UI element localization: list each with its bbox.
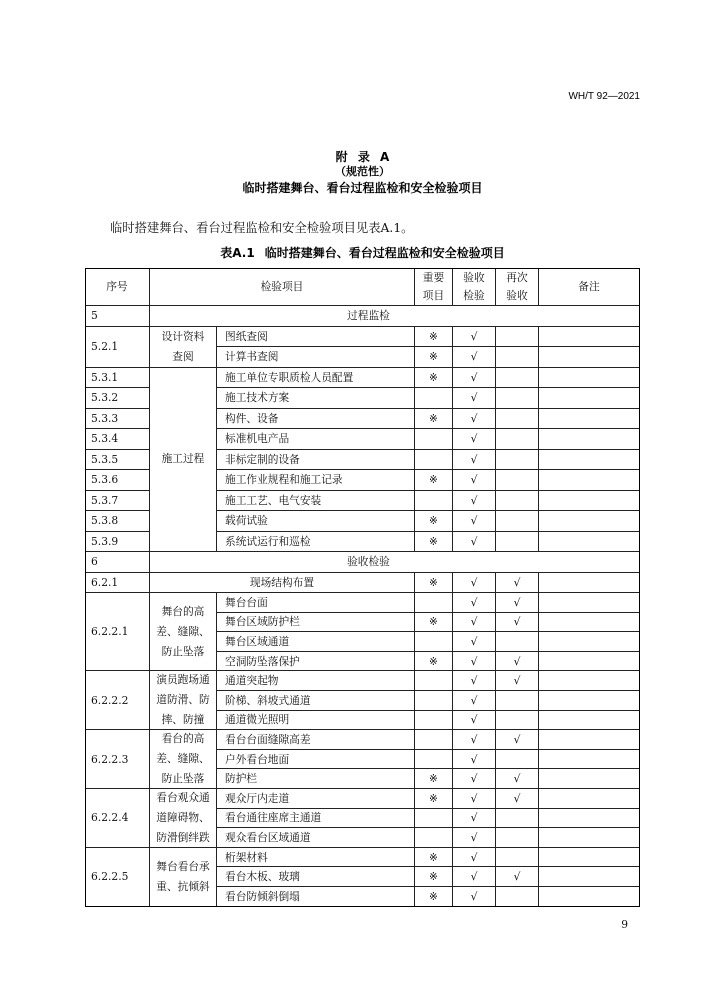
acceptance-mark: √ — [453, 368, 496, 389]
remark-cell — [539, 789, 640, 809]
item-number: 6.2.2.4 — [85, 789, 150, 848]
acceptance-mark: √ — [453, 347, 496, 368]
item-name: 空洞防坠落保护 — [217, 652, 415, 672]
page-number: 9 — [621, 918, 628, 931]
header-line: 重要 — [422, 270, 445, 284]
item-category-line: 道防滑、防 — [156, 693, 210, 707]
acceptance-mark: √ — [453, 613, 496, 633]
section-title: 验收检验 — [150, 552, 640, 573]
inspection-table — [85, 268, 640, 907]
item-name: 系统试运行和巡检 — [217, 532, 415, 553]
item-number: 6.2.2.1 — [85, 593, 150, 671]
important-mark: ※ — [415, 470, 453, 491]
reacceptance-mark — [496, 632, 539, 652]
reacceptance-mark — [496, 511, 539, 532]
appendix-type: （规范性） — [335, 165, 390, 178]
item-category-line: 差、缝隙、 — [156, 624, 210, 638]
remark-cell — [539, 887, 640, 907]
item-number: 5.3.3 — [85, 409, 150, 430]
remark-cell — [539, 711, 640, 731]
remark-cell — [539, 632, 640, 652]
reacceptance-mark — [496, 711, 539, 731]
reacceptance-mark: √ — [496, 671, 539, 691]
remark-cell — [539, 450, 640, 471]
header-line: 验收 — [463, 270, 485, 284]
item-category — [150, 789, 217, 848]
reacceptance-mark: √ — [496, 867, 539, 887]
important-mark — [415, 691, 453, 711]
item-name: 看台木板、玻璃 — [217, 867, 415, 887]
acceptance-mark: √ — [453, 809, 496, 829]
remark-cell — [539, 368, 640, 389]
remark-cell — [539, 409, 640, 430]
item-number: 5.2.1 — [85, 327, 150, 368]
remark-cell — [539, 671, 640, 691]
item-name: 施工单位专职质检人员配置 — [217, 368, 415, 389]
reacceptance-mark — [496, 750, 539, 770]
item-name: 看台通往座席主通道 — [217, 809, 415, 829]
item-name: 舞台区域通道 — [217, 632, 415, 652]
header-remark: 备注 — [539, 268, 640, 306]
section-title: 过程监检 — [150, 306, 640, 327]
acceptance-mark: √ — [453, 671, 496, 691]
item-number: 5.3.8 — [85, 511, 150, 532]
important-mark: ※ — [415, 368, 453, 389]
item-number: 6.2.2.3 — [85, 730, 150, 789]
important-mark — [415, 828, 453, 848]
reacceptance-mark — [496, 848, 539, 868]
item-category-line: 防止坠落 — [161, 644, 205, 658]
acceptance-mark: √ — [453, 409, 496, 430]
important-mark — [415, 593, 453, 613]
remark-cell — [539, 573, 640, 594]
remark-cell — [539, 470, 640, 491]
item-category-line: 施工过程 — [161, 452, 205, 466]
remark-cell — [539, 867, 640, 887]
acceptance-mark: √ — [453, 632, 496, 652]
item-category-line: 查阅 — [172, 349, 194, 363]
item-name: 计算书查阅 — [217, 347, 415, 368]
table-caption-title: 临时搭建舞台、看台过程监检和安全检验项目 — [264, 246, 505, 260]
important-mark — [415, 730, 453, 750]
acceptance-mark: √ — [453, 867, 496, 887]
item-name: 户外看台地面 — [217, 750, 415, 770]
reacceptance-mark — [496, 327, 539, 348]
important-mark: ※ — [415, 347, 453, 368]
important-mark — [415, 491, 453, 512]
important-mark: ※ — [415, 652, 453, 672]
reacceptance-mark — [496, 491, 539, 512]
important-mark: ※ — [415, 848, 453, 868]
acceptance-mark: √ — [453, 848, 496, 868]
acceptance-mark: √ — [453, 750, 496, 770]
acceptance-mark: √ — [453, 789, 496, 809]
item-name: 防护栏 — [217, 769, 415, 789]
table-caption — [85, 245, 640, 261]
item-number: 5.3.5 — [85, 450, 150, 471]
important-mark: ※ — [415, 867, 453, 887]
reacceptance-mark — [496, 347, 539, 368]
reacceptance-mark: √ — [496, 652, 539, 672]
item-number: 5.3.7 — [85, 491, 150, 512]
remark-cell — [539, 769, 640, 789]
important-mark — [415, 429, 453, 450]
reacceptance-mark — [496, 368, 539, 389]
standard-code: WH/T 92—2021 — [568, 91, 640, 102]
header-line: 再次 — [506, 270, 528, 284]
remark-cell — [539, 730, 640, 750]
item-name: 看台台面缝隙高差 — [217, 730, 415, 750]
remark-cell — [539, 429, 640, 450]
important-mark — [415, 388, 453, 409]
important-mark: ※ — [415, 613, 453, 633]
acceptance-mark: √ — [453, 730, 496, 750]
header-line: 项目 — [422, 288, 445, 302]
item-category — [150, 848, 217, 907]
remark-cell — [539, 828, 640, 848]
item-category-line: 防止坠落 — [161, 772, 205, 786]
item-name: 图纸查阅 — [217, 327, 415, 348]
item-name: 舞台台面 — [217, 593, 415, 613]
acceptance-mark: √ — [453, 450, 496, 471]
important-mark: ※ — [415, 573, 453, 594]
reacceptance-mark — [496, 828, 539, 848]
item-name: 施工技术方案 — [217, 388, 415, 409]
item-name: 观众厅内走道 — [217, 789, 415, 809]
item-name: 舞台区域防护栏 — [217, 613, 415, 633]
item-name: 现场结构布置 — [150, 573, 415, 594]
reacceptance-mark — [496, 691, 539, 711]
reacceptance-mark: √ — [496, 730, 539, 750]
section-number: 6 — [85, 552, 150, 573]
item-name: 构件、设备 — [217, 409, 415, 430]
remark-cell — [539, 613, 640, 633]
item-name: 桁架材料 — [217, 848, 415, 868]
important-mark: ※ — [415, 409, 453, 430]
acceptance-mark: √ — [453, 573, 496, 594]
intro-paragraph: 临时搭建舞台、看台过程监检和安全检验项目见表A.1。 — [110, 221, 414, 235]
remark-cell — [539, 809, 640, 829]
item-number: 6.2.2.5 — [85, 848, 150, 907]
reacceptance-mark: √ — [496, 593, 539, 613]
acceptance-mark: √ — [453, 769, 496, 789]
item-name: 非标定制的设备 — [217, 450, 415, 471]
item-number: 5.3.9 — [85, 532, 150, 553]
item-name: 通道突起物 — [217, 671, 415, 691]
item-number: 5.3.1 — [85, 368, 150, 389]
reacceptance-mark: √ — [496, 613, 539, 633]
acceptance-mark: √ — [453, 532, 496, 553]
reacceptance-mark: √ — [496, 573, 539, 594]
appendix-label: 附 录 A — [335, 150, 390, 164]
remark-cell — [539, 750, 640, 770]
item-name: 载荷试验 — [217, 511, 415, 532]
reacceptance-mark — [496, 532, 539, 553]
reacceptance-mark — [496, 388, 539, 409]
reacceptance-mark — [496, 809, 539, 829]
item-name: 阶梯、斜坡式通道 — [217, 691, 415, 711]
item-category — [150, 671, 217, 730]
acceptance-mark: √ — [453, 511, 496, 532]
item-number: 5.3.4 — [85, 429, 150, 450]
item-category-line: 防滑倒绊跌 — [156, 830, 210, 844]
remark-cell — [539, 691, 640, 711]
remark-cell — [539, 652, 640, 672]
item-category-line: 舞台看台承 — [156, 859, 210, 873]
acceptance-mark: √ — [453, 327, 496, 348]
item-category-line: 演员跑场通 — [156, 673, 210, 687]
important-mark — [415, 671, 453, 691]
item-name: 施工工艺、电气安装 — [217, 491, 415, 512]
item-name: 观众看台区域通道 — [217, 828, 415, 848]
important-mark — [415, 450, 453, 471]
acceptance-mark: √ — [453, 691, 496, 711]
reacceptance-mark — [496, 470, 539, 491]
header-reacceptance — [496, 268, 539, 306]
item-name: 施工作业规程和施工记录 — [217, 470, 415, 491]
remark-cell — [539, 593, 640, 613]
header-important-item — [415, 268, 453, 306]
reacceptance-mark: √ — [496, 769, 539, 789]
reacceptance-mark — [496, 887, 539, 907]
table-caption-number: 表A.1 — [220, 246, 255, 260]
header-number: 序号 — [85, 268, 150, 306]
important-mark — [415, 711, 453, 731]
acceptance-mark: √ — [453, 491, 496, 512]
item-number: 6.2.1 — [85, 573, 150, 594]
item-category — [150, 730, 217, 789]
remark-cell — [539, 532, 640, 553]
acceptance-mark: √ — [453, 593, 496, 613]
item-category-line: 重、抗倾斜 — [156, 879, 210, 893]
important-mark — [415, 632, 453, 652]
reacceptance-mark: √ — [496, 789, 539, 809]
item-category-line: 设计资料 — [161, 329, 205, 343]
important-mark — [415, 750, 453, 770]
item-name: 看台防倾斜倒塌 — [217, 887, 415, 907]
section-number: 5 — [85, 306, 150, 327]
item-category — [150, 368, 217, 553]
item-number: 6.2.2.2 — [85, 671, 150, 730]
header-acceptance-inspection — [453, 268, 496, 306]
header-line: 验收 — [506, 288, 528, 302]
item-category-line: 差、缝隙、 — [156, 752, 210, 766]
remark-cell — [539, 347, 640, 368]
item-category-line: 看台的高 — [161, 732, 205, 746]
important-mark: ※ — [415, 789, 453, 809]
item-category-line: 摔、防撞 — [161, 713, 205, 727]
item-name: 标准机电产品 — [217, 429, 415, 450]
acceptance-mark: √ — [453, 429, 496, 450]
item-category-line: 舞台的高 — [161, 604, 205, 618]
item-category — [150, 327, 217, 368]
item-category — [150, 593, 217, 671]
item-number: 5.3.2 — [85, 388, 150, 409]
reacceptance-mark — [496, 429, 539, 450]
acceptance-mark: √ — [453, 711, 496, 731]
item-category-line: 道障碍物、 — [156, 810, 210, 824]
appendix-title: 临时搭建舞台、看台过程监检和安全检验项目 — [242, 181, 483, 195]
acceptance-mark: √ — [453, 652, 496, 672]
remark-cell — [539, 848, 640, 868]
important-mark: ※ — [415, 327, 453, 348]
important-mark — [415, 809, 453, 829]
important-mark: ※ — [415, 769, 453, 789]
reacceptance-mark — [496, 450, 539, 471]
acceptance-mark: √ — [453, 470, 496, 491]
item-number: 5.3.6 — [85, 470, 150, 491]
remark-cell — [539, 491, 640, 512]
item-category-line: 看台观众通 — [156, 790, 210, 804]
acceptance-mark: √ — [453, 887, 496, 907]
important-mark: ※ — [415, 511, 453, 532]
header-line: 检验 — [463, 288, 485, 302]
remark-cell — [539, 388, 640, 409]
remark-cell — [539, 511, 640, 532]
header-inspection-item: 检验项目 — [150, 268, 415, 306]
reacceptance-mark — [496, 409, 539, 430]
item-name: 通道微光照明 — [217, 711, 415, 731]
important-mark: ※ — [415, 887, 453, 907]
important-mark: ※ — [415, 532, 453, 553]
acceptance-mark: √ — [453, 388, 496, 409]
remark-cell — [539, 327, 640, 348]
acceptance-mark: √ — [453, 828, 496, 848]
